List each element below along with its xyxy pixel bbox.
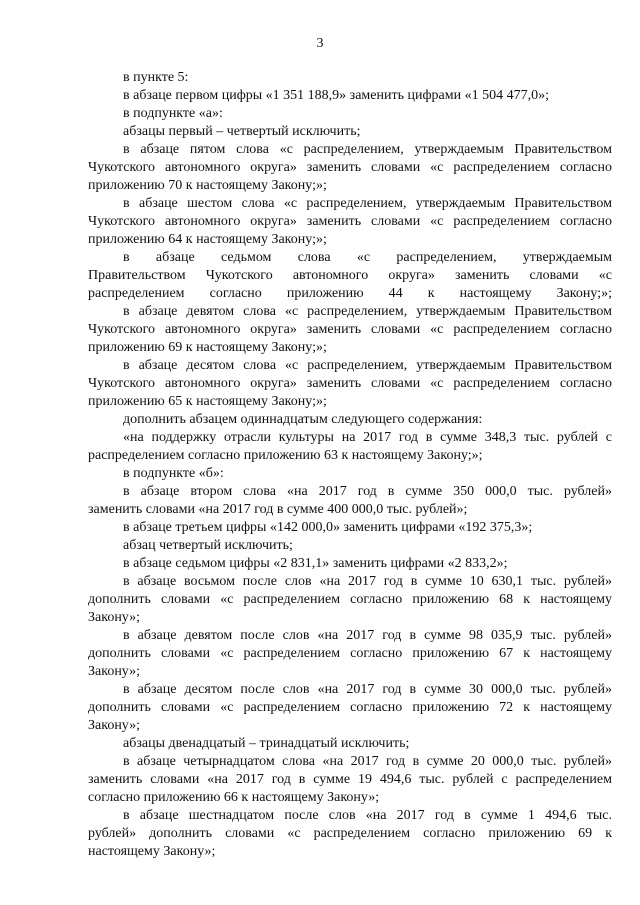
- text-line: в абзаце шестнадцатом после слов «на 2017 год в сумме 1 494,6 тыс.: [123, 808, 612, 823]
- text-line: в абзаце седьмом слова «с распределением, утверждаемым: [123, 250, 612, 265]
- text-line: распределением согласно приложению 44 к настоящему Закону;»;: [88, 286, 612, 301]
- text-line: в подпункте «б»:: [123, 466, 224, 481]
- text-line: Закону»;: [88, 610, 141, 625]
- text-line: заменить словами «на 2017 год в сумме 400 000,0 тыс. рублей»;: [88, 502, 468, 517]
- text-line: в абзаце шестом слова «с распределением, утверждаемым Правительством: [123, 196, 612, 211]
- text-line: приложению 69 к настоящему Закону;»;: [88, 340, 327, 355]
- page-number: 3: [316, 36, 324, 51]
- text-line: в абзаце втором слова «на 2017 год в сумме 350 000,0 тыс. рублей»: [123, 484, 612, 499]
- text-line: в абзаце восьмом после слов «на 2017 год в сумме 10 630,1 тыс. рублей»: [123, 574, 612, 589]
- text-line: в абзаце четырнадцатом слова «на 2017 год в сумме 20 000,0 тыс. рублей»: [123, 754, 612, 769]
- text-line: в абзаце десятом слова «с распределением, утверждаемым Правительством: [123, 358, 612, 373]
- text-line: в абзаце первом цифры «1 351 188,9» заменить цифрами «1 504 477,0»;: [123, 88, 549, 103]
- text-line: Чукотского автономного округа» заменить словами «с распределением согласно: [88, 376, 612, 391]
- document-body: [88, 69, 612, 861]
- text-line: абзацы первый – четвертый исключить;: [123, 124, 361, 139]
- text-line: в подпункте «а»:: [123, 106, 223, 121]
- text-line: дополнить абзацем одиннадцатым следующего содержания:: [123, 412, 483, 427]
- text-line: Закону»;: [88, 718, 141, 733]
- text-line: в абзаце пятом слова «с распределением, утверждаемым Правительством: [123, 142, 612, 157]
- text-line: приложению 65 к настоящему Закону;»;: [88, 394, 327, 409]
- text-line: дополнить словами «с распределением согласно приложению 72 к настоящему: [88, 700, 612, 715]
- text-line: «на поддержку отрасли культуры на 2017 год в сумме 348,3 тыс. рублей с: [123, 430, 612, 445]
- text-line: в абзаце девятом слова «с распределением, утверждаемым Правительством: [123, 304, 612, 319]
- text-line: абзац четвертый исключить;: [123, 538, 293, 553]
- text-line: Закону»;: [88, 664, 141, 679]
- text-line: распределением согласно приложению 63 к настоящему Закону;»;: [88, 448, 483, 463]
- text-line: Правительством Чукотского автономного округа» заменить словами «с: [88, 268, 612, 283]
- text-line: заменить словами «на 2017 год в сумме 19 494,6 тыс. рублей с распределением: [88, 772, 612, 787]
- text-line: абзацы двенадцатый – тринадцатый исключить;: [123, 736, 410, 751]
- text-line: в абзаце девятом после слов «на 2017 год в сумме 98 035,9 тыс. рублей»: [123, 628, 612, 643]
- text-line: Чукотского автономного округа» заменить словами «с распределением согласно: [88, 322, 612, 337]
- text-line: в пункте 5:: [123, 70, 189, 85]
- text-line: приложению 70 к настоящему Закону;»;: [88, 178, 327, 193]
- text-line: в абзаце десятом после слов «на 2017 год в сумме 30 000,0 тыс. рублей»: [123, 682, 612, 697]
- text-line: Чукотского автономного округа» заменить словами «с распределением согласно: [88, 160, 612, 175]
- text-line: приложению 64 к настоящему Закону;»;: [88, 232, 327, 247]
- text-line: в абзаце седьмом цифры «2 831,1» заменить цифрами «2 833,2»;: [123, 556, 508, 571]
- text-line: согласно приложению 66 к настоящему Закону»;: [88, 790, 380, 805]
- text-line: в абзаце третьем цифры «142 000,0» заменить цифрами «192 375,3»;: [123, 520, 533, 535]
- text-line: дополнить словами «с распределением согласно приложению 67 к настоящему: [88, 646, 612, 661]
- text-line: рублей» дополнить словами «с распределением согласно приложению 69 к: [88, 826, 612, 841]
- text-line: Чукотского автономного округа» заменить словами «с распределением согласно: [88, 214, 612, 229]
- text-line: настоящему Закону»;: [88, 844, 216, 859]
- text-line: дополнить словами «с распределением согласно приложению 68 к настоящему: [88, 592, 612, 607]
